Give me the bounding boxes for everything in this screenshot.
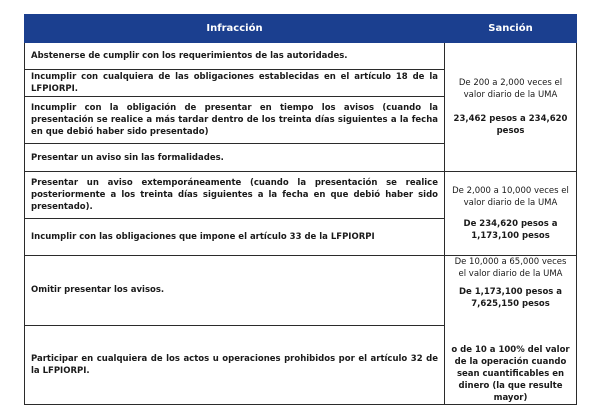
sancion-pesos: De 1,173,100 pesos a 7,625,150 pesos bbox=[458, 287, 563, 309]
infraccion-cell: Abstenerse de cumplir con los requerimientos de las autoridades. bbox=[25, 43, 445, 70]
table-row bbox=[25, 43, 577, 70]
header-infraccion: Infracción bbox=[25, 15, 445, 43]
sancion-cell-group-1 bbox=[445, 43, 577, 172]
sancion-alt: o de 10 a 100% del valor de la operación cuando sean cuantificables en dinero (la que resulte mayor) bbox=[451, 345, 570, 403]
sancion-rango: De 200 a 2,000 veces el valor diario de la UMA bbox=[458, 78, 563, 100]
sancion-pesos: De 234,620 pesos a 1,173,100 pesos bbox=[463, 219, 558, 241]
infraccion-cell: Presentar un aviso sin las formalidades. bbox=[25, 144, 445, 172]
sanctions-table-container bbox=[24, 14, 576, 405]
infraccion-cell: Participar en cualquiera de los actos u operaciones prohibidos por el artículo 32 de la LFPIORPI. bbox=[25, 325, 445, 404]
sancion-pesos: 23,462 pesos a 234,620 pesos bbox=[453, 114, 568, 136]
infraccion-cell: Presentar un aviso extemporáneamente (cuando la presentación se realice posteriormente a los treinta días siguientes a la fecha en que debió haber sido presentado). bbox=[25, 172, 445, 219]
sancion-cell-group-3 bbox=[445, 256, 577, 405]
infraccion-cell: Incumplir con las obligaciones que impone el artículo 33 de la LFPIORPI bbox=[25, 219, 445, 256]
table-row bbox=[25, 256, 577, 326]
sanctions-table bbox=[24, 14, 577, 405]
infraccion-cell: Incumplir con cualquiera de las obligaciones establecidas en el artículo 18 de la LFPIORPI. bbox=[25, 70, 445, 97]
infraccion-cell: Omitir presentar los avisos. bbox=[25, 256, 445, 326]
table-row bbox=[25, 172, 577, 219]
sancion-rango: De 2,000 a 10,000 veces el valor diario de la UMA bbox=[452, 186, 569, 208]
sancion-cell-group-2 bbox=[445, 172, 577, 256]
infraccion-cell: Incumplir con la obligación de presentar en tiempo los avisos (cuando la presentación se realice a más tardar dentro de los treinta días siguientes a la fecha en que debió haber sido presentado) bbox=[25, 97, 445, 144]
table-header-row bbox=[25, 15, 577, 43]
sancion-rango: De 10,000 a 65,000 veces el valor diario de la UMA bbox=[454, 257, 567, 279]
header-sancion: Sanción bbox=[445, 15, 577, 43]
